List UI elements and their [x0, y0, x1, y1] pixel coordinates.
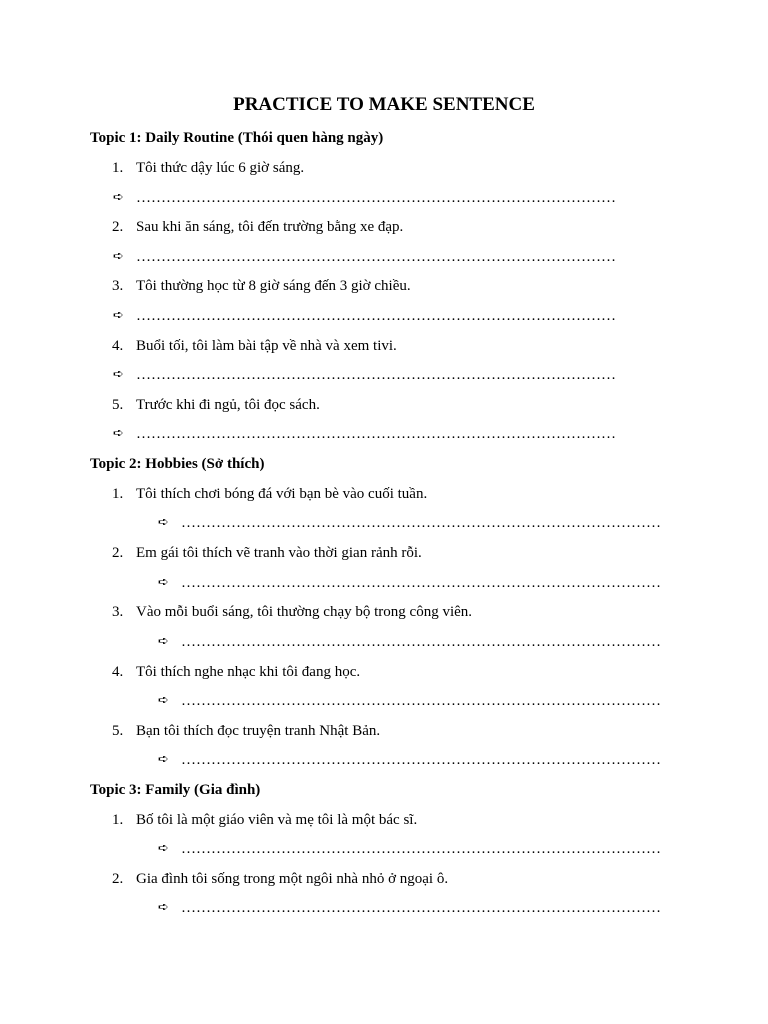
item-number: 4. — [112, 664, 124, 680]
answer-blank[interactable]: …………………………………………………………………………………… — [136, 308, 616, 324]
item-text: Vào mỗi buổi sáng, tôi thường chạy bộ trong công viên. — [136, 604, 473, 620]
item-text: Tôi thường học từ 8 giờ sáng đến 3 giờ chiều. — [136, 278, 411, 294]
arrow-icon: ➪ — [158, 841, 169, 856]
topic-heading: Topic 2: Hobbies (Sở thích) — [90, 456, 265, 472]
item-number: 2. — [112, 545, 124, 561]
arrow-icon: ➪ — [158, 693, 169, 708]
item-number: 4. — [112, 338, 124, 354]
item-number: 2. — [112, 871, 124, 887]
arrow-icon: ➪ — [158, 900, 169, 915]
item-number: 1. — [112, 486, 124, 502]
answer-blank[interactable]: …………………………………………………………………………………… — [136, 249, 616, 265]
item-text: Tôi thích nghe nhạc khi tôi đang học. — [136, 664, 361, 680]
arrow-icon: ➪ — [158, 575, 169, 590]
arrow-icon: ➪ — [113, 367, 124, 382]
item-text: Trước khi đi ngủ, tôi đọc sách. — [136, 397, 320, 413]
topic-heading: Topic 1: Daily Routine (Thói quen hàng ngày) — [90, 130, 384, 146]
arrow-icon: ➪ — [113, 249, 124, 264]
item-text: Sau khi ăn sáng, tôi đến trường bằng xe đạp. — [136, 219, 404, 235]
answer-blank[interactable]: …………………………………………………………………………………… — [181, 634, 661, 650]
answer-blank[interactable]: …………………………………………………………………………………… — [136, 426, 616, 442]
item-text: Gia đình tôi sống trong một ngôi nhà nhỏ ở ngoại ô. — [136, 871, 449, 887]
item-text: Tôi thức dậy lúc 6 giờ sáng. — [136, 160, 305, 176]
answer-blank[interactable]: …………………………………………………………………………………… — [181, 575, 661, 591]
item-number: 1. — [112, 160, 124, 176]
answer-blank[interactable]: …………………………………………………………………………………… — [181, 900, 661, 916]
item-text: Bạn tôi thích đọc truyện tranh Nhật Bản. — [136, 723, 381, 739]
item-number: 3. — [112, 604, 124, 620]
arrow-icon: ➪ — [113, 308, 124, 323]
answer-blank[interactable]: …………………………………………………………………………………… — [136, 190, 616, 206]
arrow-icon: ➪ — [158, 634, 169, 649]
item-number: 5. — [112, 397, 124, 413]
item-number: 3. — [112, 278, 124, 294]
item-text: Em gái tôi thích vẽ tranh vào thời gian rảnh rỗi. — [136, 545, 422, 561]
page-title: PRACTICE TO MAKE SENTENCE — [233, 94, 535, 115]
arrow-icon: ➪ — [158, 515, 169, 530]
arrow-icon: ➪ — [113, 426, 124, 441]
item-number: 1. — [112, 812, 124, 828]
item-number: 5. — [112, 723, 124, 739]
answer-blank[interactable]: …………………………………………………………………………………… — [181, 752, 661, 768]
answer-blank[interactable]: …………………………………………………………………………………… — [136, 367, 616, 383]
answer-blank[interactable]: …………………………………………………………………………………… — [181, 841, 661, 857]
arrow-icon: ➪ — [113, 190, 124, 205]
answer-blank[interactable]: …………………………………………………………………………………… — [181, 515, 661, 531]
item-text: Bố tôi là một giáo viên và mẹ tôi là một bác sĩ. — [136, 812, 418, 828]
item-number: 2. — [112, 219, 124, 235]
topic-heading: Topic 3: Family (Gia đình) — [90, 782, 261, 798]
arrow-icon: ➪ — [158, 752, 169, 767]
item-text: Tôi thích chơi bóng đá với bạn bè vào cuối tuần. — [136, 486, 428, 502]
item-text: Buổi tối, tôi làm bài tập về nhà và xem tivi. — [136, 338, 397, 354]
answer-blank[interactable]: …………………………………………………………………………………… — [181, 693, 661, 709]
